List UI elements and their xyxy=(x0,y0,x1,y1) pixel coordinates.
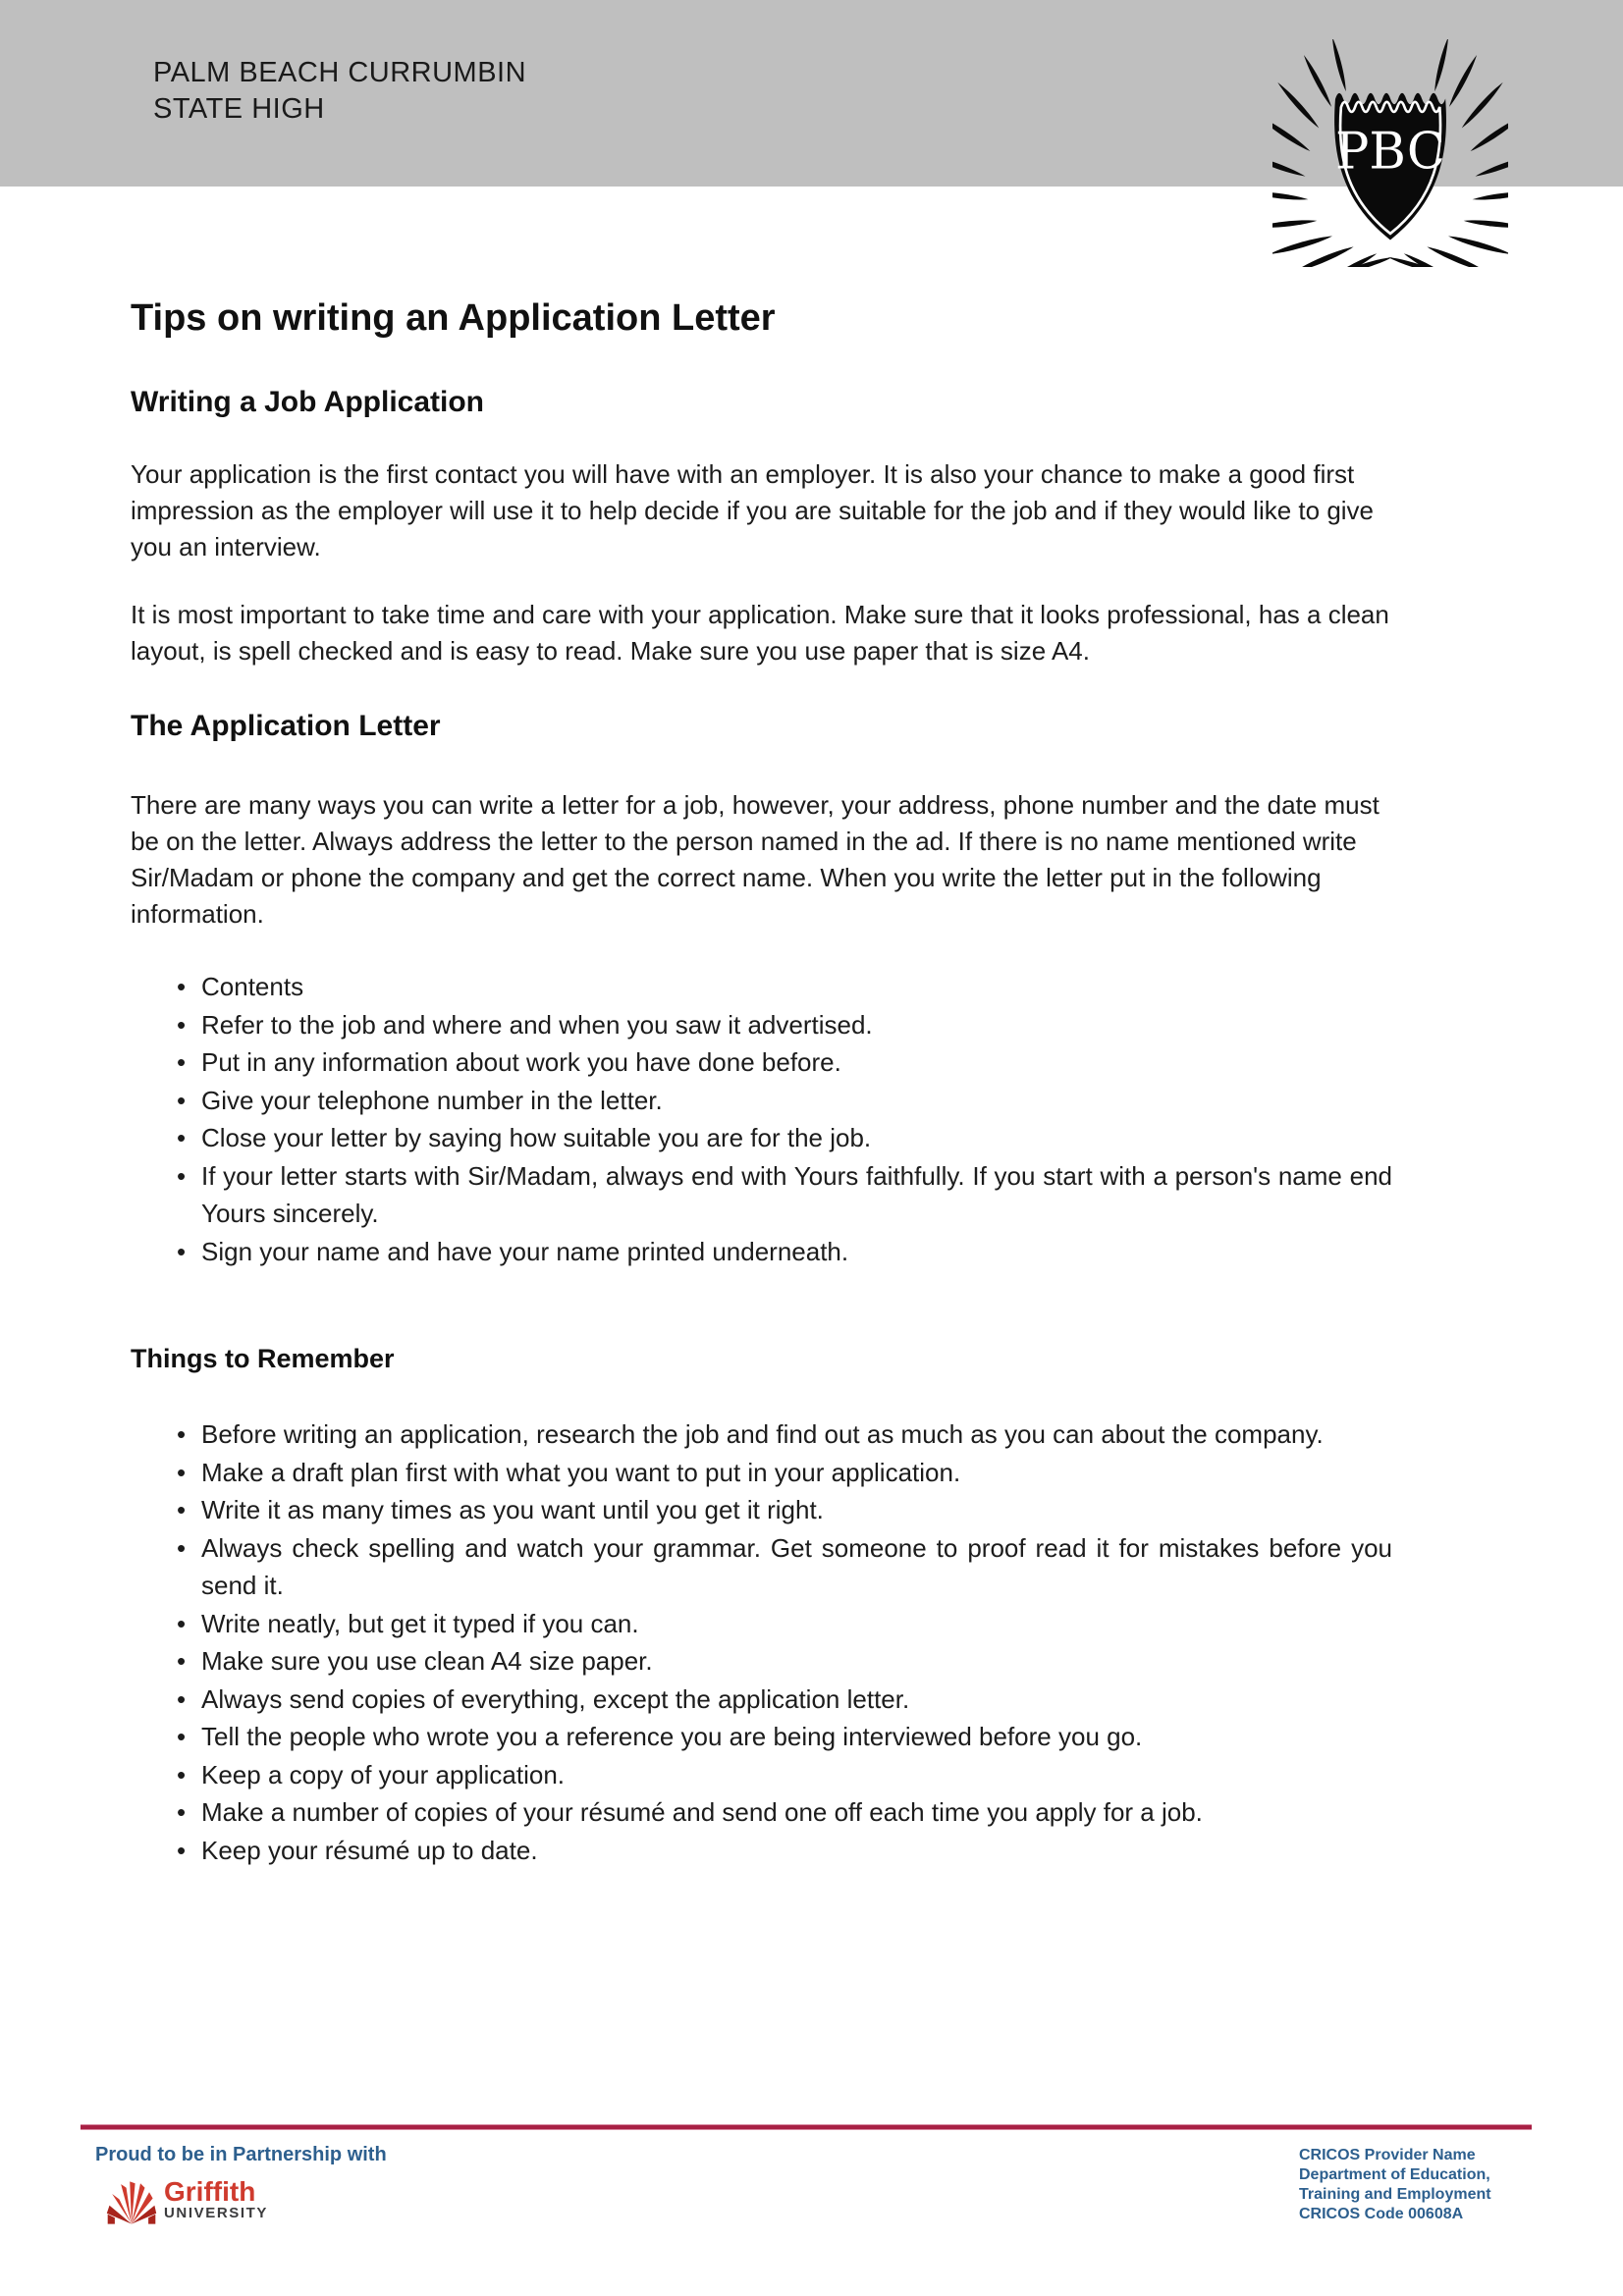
list-item: • Contents xyxy=(201,968,1392,1006)
list-item: • Keep your résumé up to date. xyxy=(201,1832,1392,1870)
school-name-line2: STATE HIGH xyxy=(153,93,325,125)
griffith-university-logo xyxy=(105,2176,269,2226)
griffith-name: Griffith xyxy=(164,2176,256,2207)
list-item: • Write neatly, but get it typed if you can. xyxy=(201,1605,1392,1643)
document-content xyxy=(131,187,1392,1869)
list-item: • Keep a copy of your application. xyxy=(201,1756,1392,1794)
list-item: • Write it as many times as you want until you get it right. xyxy=(201,1491,1392,1529)
cricos-line: Department of Education, xyxy=(1299,2166,1490,2183)
page-title: Tips on writing an Application Letter xyxy=(131,297,776,339)
griffith-wordmark xyxy=(164,2176,269,2222)
footer-divider xyxy=(81,2125,1532,2129)
list-item: • Tell the people who wrote you a reference you are being interviewed before you go. xyxy=(201,1718,1392,1756)
letter-tips-list xyxy=(131,968,1392,1270)
list-item: • Sign your name and have your name printed underneath. xyxy=(201,1233,1392,1271)
griffith-crest-icon xyxy=(105,2179,158,2226)
school-name xyxy=(153,55,526,128)
list-item: • Refer to the job and where and when you saw it advertised. xyxy=(201,1006,1392,1044)
griffith-subtitle: UNIVERSITY xyxy=(164,2205,269,2221)
list-item: • Make a draft plan first with what you want to put in your application. xyxy=(201,1454,1392,1492)
section-heading-the-application-letter: The Application Letter xyxy=(131,710,441,742)
list-item: • If your letter starts with Sir/Madam, always end with Yours faithfully. If you start with a person's name end Yours sincerely. xyxy=(201,1157,1392,1233)
list-item: • Always check spelling and watch your grammar. Get someone to proof read it for mistakes before you send it. xyxy=(201,1529,1392,1605)
list-item: • Make a number of copies of your résumé and send one off each time you apply for a job. xyxy=(201,1793,1392,1832)
list-item: • Before writing an application, research the job and find out as much as you can about the company. xyxy=(201,1415,1392,1454)
paragraph: It is most important to take time and care with your application. Make sure that it looks professional, has a clean layout, is spell checked and is easy to read. Make sure you use paper that is size A4. xyxy=(131,600,1389,666)
list-item: • Give your telephone number in the letter. xyxy=(201,1082,1392,1120)
section-heading-writing-a-job-application: Writing a Job Application xyxy=(131,386,484,418)
cricos-line: CRICOS Code 00608A xyxy=(1299,2206,1464,2222)
list-item: • Always send copies of everything, except the application letter. xyxy=(201,1681,1392,1719)
cricos-line: Training and Employment xyxy=(1299,2186,1491,2203)
cricos-line: CRICOS Provider Name xyxy=(1299,2147,1476,2163)
paragraph: There are many ways you can write a letter for a job, however, your address, phone number and the date must be on the letter. Always address the letter to the person named in the ad. If there is no name mentioned write Sir/Madam or phone the company and get the correct name. When you write the letter put in the following information. xyxy=(131,790,1380,929)
list-item: • Put in any information about work you have done before. xyxy=(201,1043,1392,1082)
cricos-provider-info xyxy=(1299,2146,1491,2224)
crest-monogram: PBC xyxy=(1334,123,1446,182)
list-item: • Close your letter by saying how suitable you are for the job. xyxy=(201,1119,1392,1157)
list-item: • Make sure you use clean A4 size paper. xyxy=(201,1642,1392,1681)
school-name-line1: PALM BEACH CURRUMBIN xyxy=(153,57,527,88)
partnership-text: Proud to be in Partnership with xyxy=(95,2144,387,2165)
things-to-remember-list xyxy=(131,1415,1392,1869)
section-heading-things-to-remember: Things to Remember xyxy=(131,1344,395,1373)
paragraph: Your application is the first contact you will have with an employer. It is also your chance to make a good first impression as the employer will use it to help decide if you are suitable for the job and if they would like to give you an interview. xyxy=(131,459,1375,561)
